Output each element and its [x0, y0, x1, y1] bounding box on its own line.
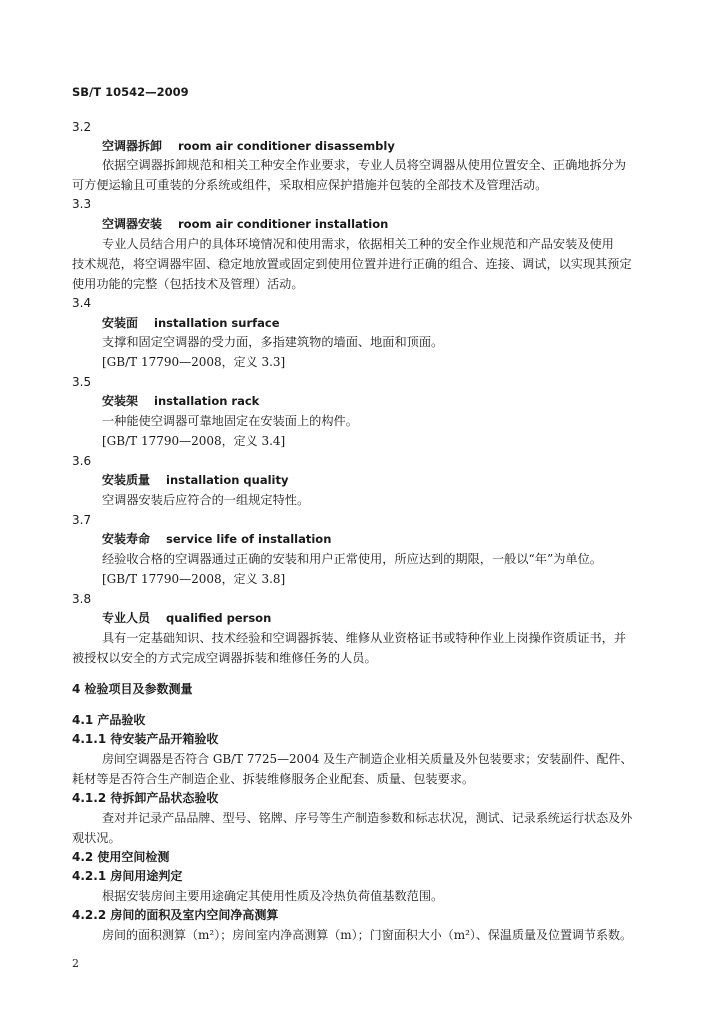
term-en: installation rack: [154, 394, 260, 408]
term-line: [102, 610, 271, 626]
term-line: [102, 315, 280, 331]
paragraph-text: 观状况。: [72, 831, 121, 845]
section-heading: 4 检验项目及参数测量: [72, 682, 193, 696]
source-reference: [GB/T 17790—2008，定义 3.3]: [102, 355, 286, 369]
term-zh: 安装质量: [102, 473, 151, 487]
definition-text: 经验收合格的空调器通过正确的安装和用户正常使用，所应达到的期限，一般以“年”为单位。: [102, 552, 602, 566]
clause-number: 3.8: [72, 592, 92, 606]
paragraph-text: 查对并记录产品品牌、型号、铭牌、序号等生产制造参数和标志状况，测试、记录系统运行状态及外: [102, 811, 633, 825]
definition-text: 专业人员结合用户的具体环境情况和使用需求，依据相关工种的安全作业规范和产品安装及使用: [102, 237, 614, 251]
subsection-heading: 4.1.1 待安装产品开箱验收: [72, 732, 219, 746]
definition-text: 一种能使空调器可靠地固定在安装面上的构件。: [102, 414, 358, 428]
definition-text: 技术规范，将空调器牢固、稳定地放置或固定到使用位置并进行正确的组合、连接、调试，以实现其预定: [72, 257, 632, 271]
term-en: installation quality: [166, 473, 289, 487]
definition-text: 支撑和固定空调器的受力面，多指建筑物的墙面、地面和顶面。: [102, 335, 444, 349]
term-en: installation surface: [154, 316, 280, 330]
paragraph-text: 耗材等是否符合生产制造企业、拆装维修服务企业配套、质量、包装要求。: [72, 772, 475, 786]
paragraph-text: 房间的面积测算（m²）；房间室内净高测算（m）；门窗面积大小（m²）、保温质量及位置调节系数。: [102, 928, 633, 942]
source-reference: [GB/T 17790—2008，定义 3.8]: [102, 572, 286, 586]
term-line: [102, 216, 388, 232]
definition-text: 使用功能的完整（包括技术及管理）活动。: [72, 277, 304, 291]
source-reference: [GB/T 17790—2008，定义 3.4]: [102, 434, 286, 448]
paragraph-text: 房间空调器是否符合 GB/T 7725—2004 及生产制造企业相关质量及外包装要求；安装副件、配件、: [102, 752, 633, 766]
term-line: [102, 472, 288, 488]
term-en: room air conditioner installation: [178, 217, 389, 231]
definition-text: 被授权以安全的方式完成空调器拆装和维修任务的人员。: [72, 651, 377, 665]
standard-code: SB/T 10542—2009: [72, 85, 189, 99]
term-en: qualified person: [166, 611, 272, 625]
clause-number: 3.3: [72, 197, 92, 211]
clause-number: 3.5: [72, 375, 92, 389]
subsection-heading: 4.1 产品验收: [72, 713, 146, 727]
paragraph-text: 根据安装房间主要用途确定其使用性质及冷热负荷值基数范围。: [102, 889, 444, 903]
term-en: room air conditioner disassembly: [178, 139, 395, 153]
term-zh: 安装寿命: [102, 532, 151, 546]
clause-number: 3.2: [72, 120, 92, 134]
subsection-heading: 4.2 使用空间检测: [72, 850, 170, 864]
term-zh: 专业人员: [102, 611, 151, 625]
term-line: [102, 138, 395, 154]
term-line: [102, 393, 259, 409]
definition-text: 可方便运输且可重装的分系统或组件，采取相应保护措施并包装的全部技术及管理活动。: [72, 178, 548, 192]
subsection-heading: 4.1.2 待拆卸产品状态验收: [72, 791, 219, 805]
clause-number: 3.7: [72, 513, 92, 527]
page-number: 2: [72, 957, 79, 970]
term-zh: 空调器拆卸: [102, 139, 163, 153]
subsection-heading: 4.2.1 房间用途判定: [72, 869, 183, 883]
term-zh: 安装架: [102, 394, 139, 408]
definition-text: 依据空调器拆卸规范和相关工种安全作业要求，专业人员将空调器从使用位置安全、正确地拆分为: [102, 158, 627, 172]
clause-number: 3.4: [72, 296, 92, 310]
term-en: service life of installation: [166, 532, 332, 546]
term-line: [102, 531, 331, 547]
clause-number: 3.6: [72, 454, 92, 468]
subsection-heading: 4.2.2 房间的面积及室内空间净高测算: [72, 908, 279, 922]
definition-text: 空调器安装后应符合的一组规定特性。: [102, 493, 310, 507]
term-zh: 安装面: [102, 316, 139, 330]
definition-text: 具有一定基础知识、技术经验和空调器拆装、维修从业资格证书或特种作业上岗操作资质证书，并: [102, 631, 627, 645]
term-zh: 空调器安装: [102, 217, 163, 231]
